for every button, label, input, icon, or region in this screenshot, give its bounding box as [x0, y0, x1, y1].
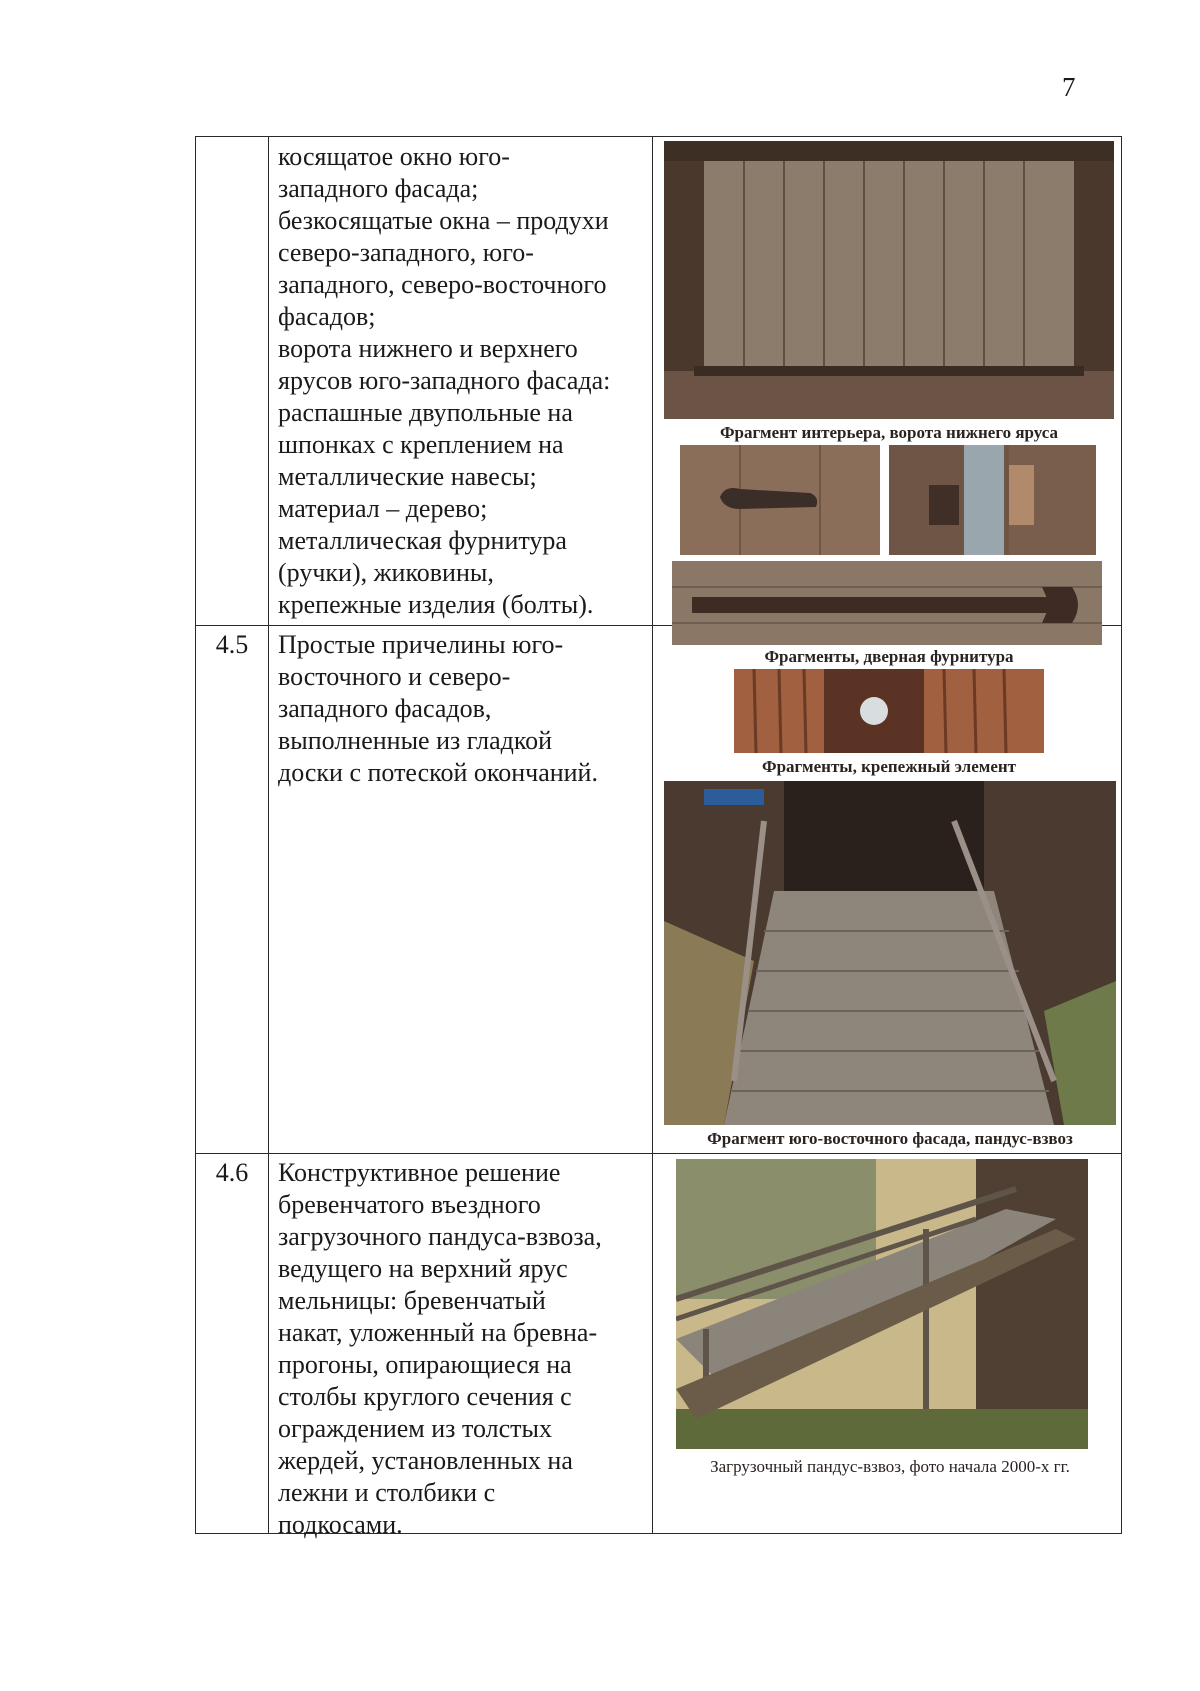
photo-door-hinge — [889, 445, 1096, 555]
text-line: бревенчатого въездного — [278, 1190, 541, 1219]
row-description — [278, 629, 638, 789]
text-line: западного фасадов, — [278, 694, 492, 723]
photo-gate-interior — [664, 141, 1114, 419]
photo-caption: Фрагмент интерьера, ворота нижнего яруса — [719, 423, 1059, 442]
text-line: западного фасада; — [278, 174, 479, 203]
text-line: мельницы: бревенчатый — [278, 1286, 546, 1315]
column-divider — [268, 137, 269, 1533]
text-line: (ручки), жиковины, — [278, 558, 494, 587]
text-line: распашные двупольные на — [278, 398, 573, 427]
text-line: фасадов; — [278, 302, 376, 331]
text-line: Простые причелины юго- — [278, 630, 564, 659]
text-line: крепежные изделия (болты). — [278, 590, 594, 619]
row-number: 4.6 — [215, 1158, 249, 1187]
photo-loading-ramp — [676, 1159, 1088, 1449]
text-line: ограждением из толстых — [278, 1414, 552, 1443]
photo-door-handle — [680, 445, 880, 555]
text-line: столбы круглого сечения с — [278, 1382, 572, 1411]
column-divider — [652, 137, 653, 1533]
photo-caption: Фрагмент юго-восточного фасада, пандус-взвоз — [707, 1129, 1073, 1148]
text-line: подкосами. — [278, 1510, 403, 1539]
text-line: шпонках с креплением на — [278, 430, 564, 459]
text-line: прогоны, опирающиеся на — [278, 1350, 572, 1379]
text-line: выполненные из гладкой — [278, 726, 553, 755]
text-line: доски с потеской окончаний. — [278, 758, 598, 787]
content-table — [195, 136, 1122, 1539]
text-line: металлическая фурнитура — [278, 526, 567, 555]
text-line: западного, северо-восточного — [278, 270, 607, 299]
text-line: безкосящатые окна – продухи — [278, 206, 609, 235]
photo-caption: Фрагменты, крепежный элемент — [761, 757, 1017, 776]
text-line: накат, уложенный на бревна- — [278, 1318, 598, 1347]
row-description — [278, 141, 638, 621]
photo-facade-ramp — [664, 781, 1116, 1125]
photo-caption: Фрагменты, дверная фурнитура — [764, 647, 1014, 666]
row-number: 4.5 — [215, 630, 249, 659]
text-line: восточного и северо- — [278, 662, 511, 691]
text-line: материал – дерево; — [278, 494, 488, 523]
photo-fastener — [734, 669, 1044, 753]
text-line: ворота нижнего и верхнего — [278, 334, 578, 363]
text-line: загрузочного пандуса-взвоза, — [278, 1222, 602, 1251]
row-description — [278, 1157, 638, 1541]
text-line: косящатое окно юго- — [278, 142, 510, 171]
text-line: жердей, установленных на — [278, 1446, 573, 1475]
text-line: ведущего на верхний ярус — [278, 1254, 568, 1283]
photo-strap-hinge — [672, 561, 1102, 645]
text-line: северо-западного, юго- — [278, 238, 534, 267]
row-divider — [196, 1153, 1121, 1154]
page-number: 7 — [1062, 72, 1076, 102]
text-line: лежни и столбики с — [278, 1478, 496, 1507]
text-line: металлические навесы; — [278, 462, 537, 491]
text-line: ярусов юго-западного фасада: — [278, 366, 611, 395]
text-line: Конструктивное решение — [278, 1158, 561, 1187]
photo-caption: Загрузочный пандус-взвоз, фото начала 2000-х гг. — [710, 1457, 1070, 1476]
